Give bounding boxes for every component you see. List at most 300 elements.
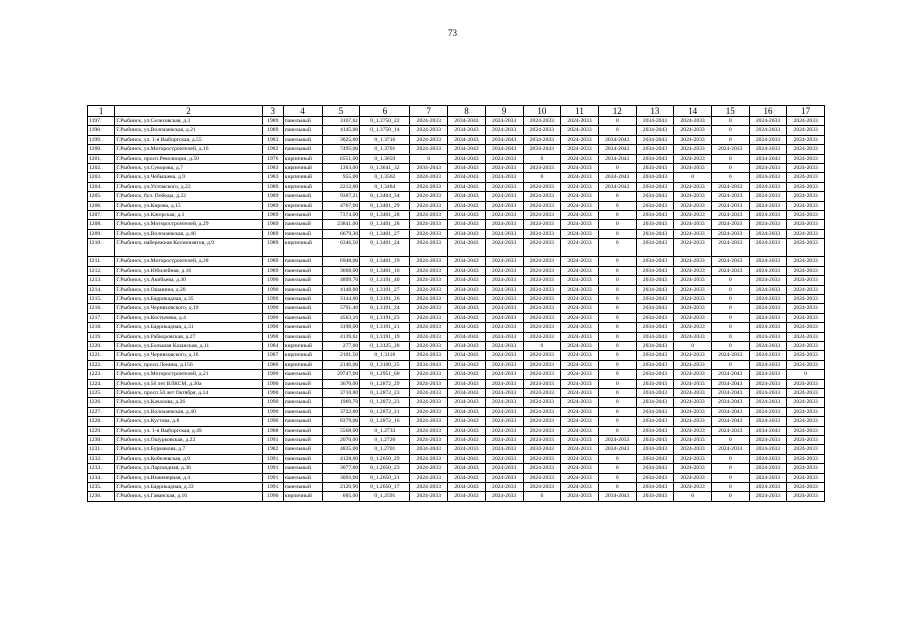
period-cell-9: 2024-2033 — [485, 154, 523, 163]
period-cell-14: 2024-2033 — [674, 323, 712, 332]
wall-material-cell: панельный — [283, 379, 322, 388]
period-cell-9: 2024-2033 — [485, 473, 523, 482]
house-code-cell: 0_1.2872_29 — [360, 379, 410, 388]
period-cell-15: 0 — [711, 341, 749, 350]
period-cell-7: 2024-2033 — [410, 220, 448, 229]
period-cell-16: 2024-2033 — [749, 117, 787, 126]
period-cell-17: 2024-2033 — [787, 145, 825, 154]
column-header-16: 16 — [749, 106, 787, 117]
period-cell-10: 2024-2033 — [523, 370, 561, 379]
build-year-cell: 1989 — [262, 239, 283, 257]
row-number-cell: 1229. — [88, 426, 115, 435]
area-cell: 4563,10 — [322, 313, 360, 322]
period-cell-16: 2024-2033 — [749, 285, 787, 294]
period-cell-10: 2024-2033 — [523, 192, 561, 201]
period-cell-8: 2034-2043 — [448, 360, 486, 369]
period-cell-8: 2034-2043 — [448, 229, 486, 238]
build-year-cell: 1989 — [262, 211, 283, 220]
period-cell-13: 2034-2043 — [636, 294, 674, 303]
table-row — [88, 426, 825, 435]
period-cell-11: 2024-2033 — [561, 201, 599, 210]
period-cell-8: 2034-2043 — [448, 454, 486, 463]
period-cell-17: 2024-2033 — [787, 313, 825, 322]
wall-material-cell: панельный — [283, 388, 322, 397]
period-cell-10: 2024-2033 — [523, 351, 561, 360]
period-cell-8: 2034-2043 — [448, 211, 486, 220]
period-cell-10: 2024-2033 — [523, 483, 561, 492]
period-cell-12: 2034-2043 — [598, 182, 636, 191]
build-year-cell: 1983 — [262, 173, 283, 182]
period-cell-12: 0 — [598, 407, 636, 416]
row-number-cell: 1224. — [88, 379, 115, 388]
period-cell-13: 2034-2043 — [636, 126, 674, 135]
period-cell-15: 0 — [711, 117, 749, 126]
period-cell-9: 2024-2033 — [485, 323, 523, 332]
build-year-cell: 1988 — [262, 426, 283, 435]
period-cell-13: 2034-2043 — [636, 220, 674, 229]
house-code-cell: 0_1.3750_22 — [360, 117, 410, 126]
area-cell: 3093,00 — [322, 473, 360, 482]
period-cell-14: 2024-2033 — [674, 313, 712, 322]
row-number-cell: 1206. — [88, 201, 115, 210]
period-cell-11: 2024-2033 — [561, 182, 599, 191]
period-cell-8: 2034-2043 — [448, 304, 486, 313]
wall-material-cell: кирпичный — [283, 182, 322, 191]
address-cell: Г.Рыбинск, ул.Баррикадная, д.31 — [115, 323, 263, 332]
period-cell-12: 0 — [598, 276, 636, 285]
build-year-cell: 1990 — [262, 370, 283, 379]
period-cell-9: 2024-2033 — [485, 220, 523, 229]
period-cell-17: 2024-2033 — [787, 220, 825, 229]
period-cell-13: 2034-2043 — [636, 239, 674, 257]
column-header-14: 14 — [674, 106, 712, 117]
build-year-cell: 1989 — [262, 257, 283, 266]
area-cell: 8379,00 — [322, 417, 360, 426]
period-cell-9: 2024-2033 — [485, 370, 523, 379]
period-cell-13: 2034-2043 — [636, 492, 674, 501]
house-code-cell: 0_1.3401_27 — [360, 229, 410, 238]
row-number-cell: 1213. — [88, 276, 115, 285]
period-cell-13: 2034-2043 — [636, 285, 674, 294]
period-cell-10: 2034-2043 — [523, 445, 561, 454]
period-cell-16: 2024-2033 — [749, 360, 787, 369]
house-code-cell: 0_1.3401_19 — [360, 257, 410, 266]
period-cell-13: 2034-2043 — [636, 351, 674, 360]
period-cell-17: 2024-2033 — [787, 154, 825, 163]
column-header-7: 7 — [410, 106, 448, 117]
column-header-15: 15 — [711, 106, 749, 117]
period-cell-15: 0 — [711, 464, 749, 473]
period-cell-7: 2024-2033 — [410, 370, 448, 379]
period-cell-17: 2024-2033 — [787, 257, 825, 266]
period-cell-16: 2024-2033 — [749, 192, 787, 201]
period-cell-10: 2024-2033 — [523, 294, 561, 303]
period-cell-7: 2024-2033 — [410, 398, 448, 407]
wall-material-cell: панельный — [283, 285, 322, 294]
build-year-cell: 1984 — [262, 341, 283, 350]
period-cell-13: 2034-2043 — [636, 407, 674, 416]
period-cell-8: 2034-2043 — [448, 492, 486, 501]
table-row — [88, 370, 825, 379]
period-cell-17: 2024-2033 — [787, 266, 825, 275]
wall-material-cell: кирпичный — [283, 173, 322, 182]
period-cell-11: 2024-2033 — [561, 173, 599, 182]
build-year-cell: 1986 — [262, 360, 283, 369]
period-cell-9: 2024-2033 — [485, 388, 523, 397]
period-cell-11: 2024-2033 — [561, 388, 599, 397]
period-cell-11: 2024-2033 — [561, 294, 599, 303]
address-cell: Г.Рыбинск, ул.Костычева, д.4 — [115, 313, 263, 322]
period-cell-9: 2024-2033 — [485, 454, 523, 463]
area-cell: 2140,00 — [322, 360, 360, 369]
period-cell-12: 2034-2043 — [598, 173, 636, 182]
build-year-cell: 1990 — [262, 492, 283, 501]
period-cell-14: 2024-2033 — [674, 211, 712, 220]
address-cell: Г.Рыбинск, ул.Баррикадная, д.35 — [115, 294, 263, 303]
period-cell-13: 2034-2043 — [636, 304, 674, 313]
wall-material-cell: панельный — [283, 135, 322, 144]
period-cell-12: 0 — [598, 257, 636, 266]
address-cell: Г.Рыбинск, ул.Ларскодная, д.36 — [115, 464, 263, 473]
period-cell-7: 2024-2033 — [410, 379, 448, 388]
address-cell: Г.Рыбинск, ул.Чебышева, д.9 — [115, 173, 263, 182]
period-cell-7: 2024-2033 — [410, 294, 448, 303]
row-number-cell: 1216. — [88, 304, 115, 313]
period-cell-16: 2024-2033 — [749, 313, 787, 322]
period-cell-13: 2034-2043 — [636, 360, 674, 369]
period-cell-7: 2024-2033 — [410, 473, 448, 482]
period-cell-9: 2024-2033 — [485, 341, 523, 350]
period-cell-10: 2024-2033 — [523, 360, 561, 369]
period-cell-7: 2034-2043 — [410, 164, 448, 173]
period-cell-8: 2034-2043 — [448, 388, 486, 397]
period-cell-13: 2034-2043 — [636, 426, 674, 435]
house-code-cell: 0_1.3401_28 — [360, 211, 410, 220]
row-number-cell: 1225. — [88, 388, 115, 397]
house-code-cell: 0_1.3125_28 — [360, 341, 410, 350]
wall-material-cell: панельный — [283, 220, 322, 229]
period-cell-16: 2024-2033 — [749, 201, 787, 210]
period-cell-8: 2034-2043 — [448, 313, 486, 322]
period-cell-8: 2034-2043 — [448, 379, 486, 388]
period-cell-17: 2024-2033 — [787, 239, 825, 257]
period-cell-9: 2024-2033 — [485, 266, 523, 275]
address-cell: Г.Рыбинск, ул.Кустова, д.8 — [115, 417, 263, 426]
address-cell: Г.Рыбинск, ул.Кобелевская, д.9 — [115, 454, 263, 463]
period-cell-17: 2024-2033 — [787, 164, 825, 173]
row-number-cell: 1209. — [88, 229, 115, 238]
period-cell-16: 2024-2033 — [749, 135, 787, 144]
period-cell-12: 0 — [598, 229, 636, 238]
period-cell-15: 2024-2033 — [711, 239, 749, 257]
period-cell-15: 2034-2043 — [711, 388, 749, 397]
period-cell-7: 2024-2033 — [410, 304, 448, 313]
period-cell-11: 2024-2033 — [561, 464, 599, 473]
period-cell-11: 2024-2033 — [561, 426, 599, 435]
house-code-cell: 0_1.2872_21 — [360, 407, 410, 416]
period-cell-17: 2024-2033 — [787, 276, 825, 285]
table-row — [88, 313, 825, 322]
period-cell-10: 2024-2033 — [523, 276, 561, 285]
wall-material-cell: кирпичный — [283, 154, 322, 163]
address-cell: Г.Рыбинск, просп.Революции, д.50 — [115, 154, 263, 163]
row-number-cell: 1218. — [88, 323, 115, 332]
period-cell-15: 0 — [711, 454, 749, 463]
period-cell-11: 2024-2033 — [561, 117, 599, 126]
build-year-cell: 1990 — [262, 332, 283, 341]
period-cell-17: 2024-2033 — [787, 464, 825, 473]
period-cell-17: 0 — [787, 370, 825, 379]
address-cell: Г.Рыбинск, просп.50 лет Октября, д.14 — [115, 388, 263, 397]
period-cell-10: 2024-2033 — [523, 379, 561, 388]
period-cell-15: 2024-2033 — [711, 192, 749, 201]
period-cell-10: 2024-2033 — [523, 239, 561, 257]
period-cell-17: 2024-2033 — [787, 173, 825, 182]
period-cell-16: 2024-2033 — [749, 182, 787, 191]
table-row — [88, 492, 825, 501]
house-code-cell: 0_1.2872_23 — [360, 398, 410, 407]
period-cell-15: 2034-2043 — [711, 417, 749, 426]
period-cell-11: 2024-2033 — [561, 135, 599, 144]
period-cell-12: 0 — [598, 483, 636, 492]
period-cell-9: 2024-2033 — [485, 117, 523, 126]
period-cell-13: 2034-2043 — [636, 201, 674, 210]
period-cell-12: 0 — [598, 285, 636, 294]
period-cell-12: 0 — [598, 454, 636, 463]
wall-material-cell: панельный — [283, 407, 322, 416]
period-cell-10: 2024-2033 — [523, 117, 561, 126]
period-cell-8: 2034-2043 — [448, 201, 486, 210]
period-cell-7: 2034-2043 — [410, 360, 448, 369]
period-cell-16: 2024-2033 — [749, 304, 787, 313]
period-cell-8: 2034-2043 — [448, 192, 486, 201]
build-year-cell: 1991 — [262, 473, 283, 482]
period-cell-17: 2024-2033 — [787, 323, 825, 332]
period-cell-9: 2024-2033 — [485, 417, 523, 426]
table-row — [88, 323, 825, 332]
address-cell: Г.Рыбинск, ул.Инженерная, д.4 — [115, 473, 263, 482]
address-cell: Г.Рыбинск, ул.Качалова, д.26 — [115, 398, 263, 407]
house-code-cell: 0_1.3716 — [360, 135, 410, 144]
table-row — [88, 192, 825, 201]
period-cell-14: 2024-2033 — [674, 351, 712, 360]
table-row — [88, 360, 825, 369]
period-cell-12: 0 — [598, 417, 636, 426]
build-year-cell: 1990 — [262, 398, 283, 407]
period-cell-16: 2024-2033 — [749, 332, 787, 341]
row-number-cell: 1232. — [88, 454, 115, 463]
table-row — [88, 473, 825, 482]
house-code-cell: 0_1.3191_19 — [360, 332, 410, 341]
period-cell-9: 2024-2033 — [485, 407, 523, 416]
period-cell-17: 2024-2033 — [787, 304, 825, 313]
wall-material-cell: кирпичный — [283, 351, 322, 360]
row-number-cell: 1221. — [88, 351, 115, 360]
period-cell-13: 2034-2043 — [636, 117, 674, 126]
header-row — [88, 106, 825, 117]
table-row — [88, 229, 825, 238]
period-cell-12: 0 — [598, 294, 636, 303]
period-cell-13: 2034-2043 — [636, 173, 674, 182]
wall-material-cell: панельный — [283, 229, 322, 238]
period-cell-17: 2024-2033 — [787, 341, 825, 350]
column-header-1: 1 — [88, 106, 115, 117]
period-cell-12: 0 — [598, 220, 636, 229]
period-cell-15: 0 — [711, 483, 749, 492]
period-cell-14: 2024-2033 — [674, 360, 712, 369]
period-cell-9: 2024-2033 — [485, 257, 523, 266]
housing-registry-table — [87, 105, 825, 502]
period-cell-7: 2024-2033 — [410, 464, 448, 473]
period-cell-16: 2024-2033 — [749, 454, 787, 463]
period-cell-11: 2024-2033 — [561, 454, 599, 463]
table-row — [88, 483, 825, 492]
period-cell-15: 2024-2033 — [711, 257, 749, 266]
area-cell: 3077,00 — [322, 464, 360, 473]
row-number-cell: 1226. — [88, 398, 115, 407]
row-number-cell: 1235. — [88, 483, 115, 492]
period-cell-11: 2024-2033 — [561, 164, 599, 173]
build-year-cell: 1991 — [262, 464, 283, 473]
address-cell: Г.Рыбинск, ул.Катерская, д.1 — [115, 211, 263, 220]
table-row — [88, 201, 825, 210]
period-cell-12: 0 — [598, 398, 636, 407]
period-cell-11: 2024-2033 — [561, 436, 599, 445]
wall-material-cell: панельный — [283, 445, 322, 454]
house-code-cell: 0_1.3750_14 — [360, 126, 410, 135]
area-cell: 3025,00 — [322, 135, 360, 144]
period-cell-9: 2024-2033 — [485, 285, 523, 294]
area-cell: 4145,00 — [322, 126, 360, 135]
address-cell: Г.Рыбинск, ул.Селеховская, д.3 — [115, 117, 263, 126]
period-cell-14: 0 — [674, 492, 712, 501]
period-cell-14: 2024-2033 — [674, 276, 712, 285]
address-cell: Г.Рыбинск, ул.Черняховского, д.19 — [115, 304, 263, 313]
period-cell-9: 2024-2033 — [485, 332, 523, 341]
period-cell-10: 2024-2033 — [523, 436, 561, 445]
table-row — [88, 145, 825, 154]
period-cell-14: 2024-2033 — [674, 239, 712, 257]
period-cell-14: 2024-2033 — [674, 398, 712, 407]
wall-material-cell: кирпичный — [283, 341, 322, 350]
period-cell-13: 2034-2043 — [636, 164, 674, 173]
period-cell-7: 2024-2033 — [410, 145, 448, 154]
period-cell-9: 2024-2033 — [485, 351, 523, 360]
period-cell-7: 2024-2033 — [410, 426, 448, 435]
period-cell-7: 2024-2033 — [410, 276, 448, 285]
period-cell-10: 2024-2033 — [523, 388, 561, 397]
period-cell-15: 0 — [711, 492, 749, 501]
period-cell-16: 2024-2033 — [749, 370, 787, 379]
address-cell: Г.Рыбинск, бул. Победы, д.22 — [115, 192, 263, 201]
wall-material-cell: кирпичный — [283, 492, 322, 501]
period-cell-7: 2024-2033 — [410, 417, 448, 426]
period-cell-9: 2034-2043 — [485, 135, 523, 144]
period-cell-11: 2024-2033 — [561, 313, 599, 322]
address-cell: Г.Рыбинск, ул.50 лет ВЛКСМ, д.30а — [115, 379, 263, 388]
wall-material-cell: панельный — [283, 454, 322, 463]
column-header-11: 11 — [561, 106, 599, 117]
period-cell-7: 2024-2033 — [410, 285, 448, 294]
period-cell-15: 0 — [711, 304, 749, 313]
row-number-cell: 1214. — [88, 285, 115, 294]
wall-material-cell: панельный — [283, 117, 322, 126]
area-cell: 4835,00 — [322, 445, 360, 454]
period-cell-15: 0 — [711, 294, 749, 303]
period-cell-11: 2024-2033 — [561, 192, 599, 201]
house-code-cell: 0_1.3191_27 — [360, 285, 410, 294]
period-cell-15: 0 — [711, 436, 749, 445]
address-cell: Г.Рыбинск, ул.Рабкоровская, д.27 — [115, 332, 263, 341]
period-cell-14: 2024-2033 — [674, 220, 712, 229]
period-cell-8: 2034-2043 — [448, 126, 486, 135]
period-cell-14: 2024-2033 — [674, 145, 712, 154]
period-cell-15: 2034-2043 — [711, 407, 749, 416]
house-code-cell: 0_1.2726 — [360, 436, 410, 445]
area-cell: 2070,00 — [322, 436, 360, 445]
period-cell-12: 2034-2043 — [598, 445, 636, 454]
house-code-cell: 0_1.3659 — [360, 154, 410, 163]
house-code-cell: 0_1.3191_21 — [360, 323, 410, 332]
build-year-cell: 1983 — [262, 135, 283, 144]
column-header-3: 3 — [262, 106, 283, 117]
period-cell-11: 2024-2033 — [561, 126, 599, 135]
period-cell-12: 0 — [598, 360, 636, 369]
period-cell-13: 2034-2043 — [636, 483, 674, 492]
area-cell: 1363,00 — [322, 164, 360, 173]
period-cell-13: 2034-2043 — [636, 464, 674, 473]
build-year-cell: 1989 — [262, 126, 283, 135]
period-cell-9: 2024-2033 — [485, 426, 523, 435]
row-number-cell: 1227. — [88, 407, 115, 416]
column-header-4: 4 — [283, 106, 322, 117]
period-cell-8: 2034-2043 — [448, 341, 486, 350]
wall-material-cell: панельный — [283, 332, 322, 341]
period-cell-14: 0 — [674, 341, 712, 350]
build-year-cell: 1982 — [262, 445, 283, 454]
row-number-cell: 1202. — [88, 164, 115, 173]
period-cell-14: 2024-2033 — [674, 164, 712, 173]
period-cell-9: 2024-2033 — [485, 304, 523, 313]
period-cell-10: 2024-2033 — [523, 164, 561, 173]
period-cell-15: 2024-2033 — [711, 145, 749, 154]
address-cell: Г.Рыбинск, ул.Моторостроителей, д.28 — [115, 257, 263, 266]
wall-material-cell: кирпичный — [283, 201, 322, 210]
period-cell-14: 2024-2033 — [674, 407, 712, 416]
period-cell-14: 2024-2033 — [674, 294, 712, 303]
table-row — [88, 173, 825, 182]
period-cell-12: 0 — [598, 426, 636, 435]
period-cell-8: 2034-2043 — [448, 417, 486, 426]
period-cell-9: 2024-2033 — [485, 126, 523, 135]
period-cell-17: 2024-2033 — [787, 192, 825, 201]
area-cell: 4899,70 — [322, 276, 360, 285]
period-cell-16: 2024-2033 — [749, 379, 787, 388]
area-cell: 23841,00 — [322, 220, 360, 229]
period-cell-16: 2024-2033 — [749, 436, 787, 445]
period-cell-7: 2024-2033 — [410, 436, 448, 445]
period-cell-16: 2024-2033 — [749, 211, 787, 220]
period-cell-15: 0 — [711, 173, 749, 182]
table-row — [88, 220, 825, 229]
house-code-cell: 0_1.2701 — [360, 445, 410, 454]
table-body — [88, 117, 825, 502]
house-code-cell: 0_1.2872_16 — [360, 417, 410, 426]
period-cell-8: 2034-2043 — [448, 464, 486, 473]
period-cell-7: 2024-2033 — [410, 173, 448, 182]
period-cell-8: 2034-2043 — [448, 266, 486, 275]
period-cell-12: 0 — [598, 313, 636, 322]
